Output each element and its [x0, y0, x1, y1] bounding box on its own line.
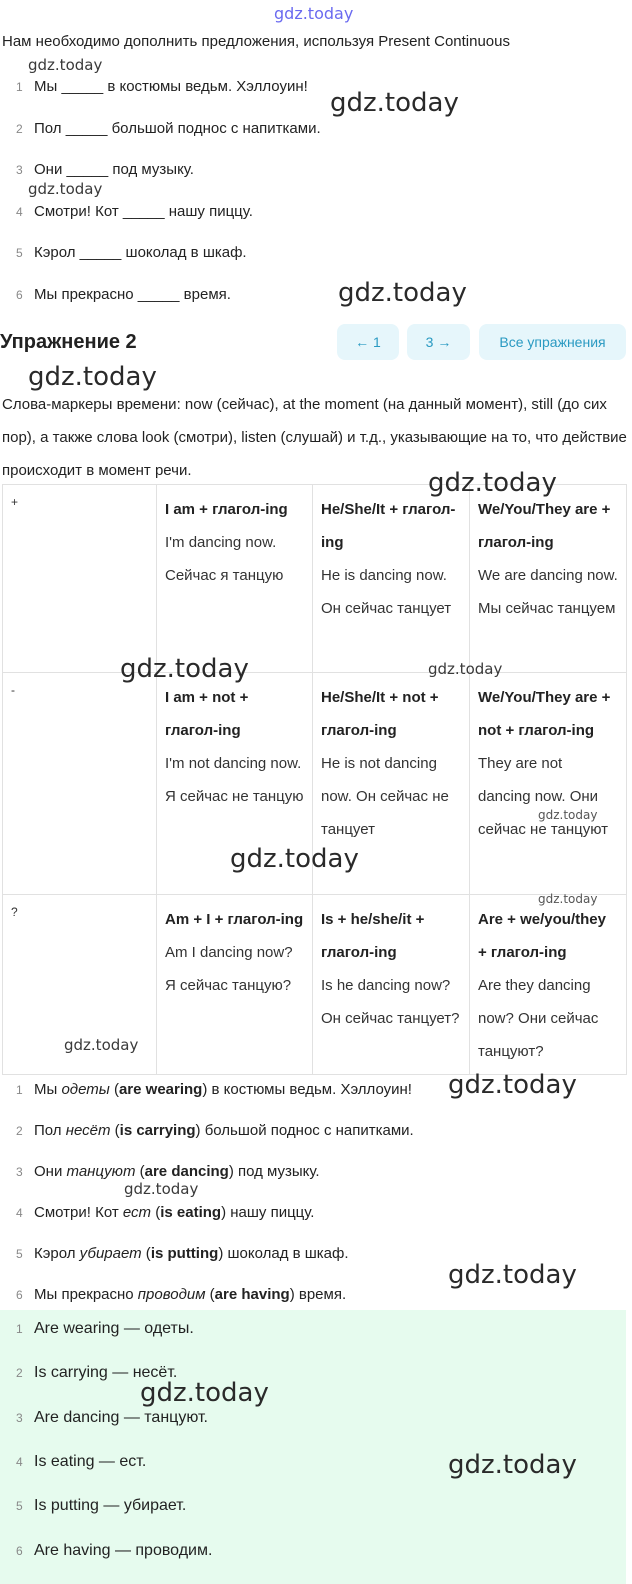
question-item: [16, 120, 321, 137]
watermark: gdz.today: [28, 56, 103, 74]
answer-pre: Пол: [34, 1122, 66, 1139]
answer-mid: (: [205, 1286, 215, 1303]
question-item: [16, 78, 308, 95]
answer-number: 3: [16, 1165, 23, 1179]
watermark: gdz.today: [538, 808, 598, 822]
cell-example: Are they dancing now? Они сейчас танцуют?: [478, 977, 599, 1060]
short-answer-text: Is putting — убирает.: [34, 1497, 187, 1514]
short-answer-text: Is carrying — несёт.: [34, 1364, 178, 1381]
watermark: gdz.today: [428, 468, 557, 498]
answer-number: 1: [16, 1083, 23, 1097]
answer-item: [16, 1204, 314, 1221]
table-cell: [157, 895, 313, 1075]
question-item: [16, 203, 253, 220]
watermark: gdz.today: [538, 892, 598, 906]
question-text: Смотри! Кот _____ нашу пиццу.: [34, 203, 253, 220]
table-cell: [313, 895, 470, 1075]
cell-heading: Are + we/you/they + глагол-ing: [478, 911, 606, 961]
table-sign: ?: [3, 895, 157, 1075]
cell-example: Is he dancing now? Он сейчас танцует?: [321, 977, 460, 1027]
cell-heading: We/You/They are + not + глагол-ing: [478, 689, 611, 739]
short-answer-item: [16, 1320, 194, 1338]
answer-ru: убирает: [79, 1245, 142, 1262]
watermark: gdz.today: [448, 1260, 577, 1290]
all-exercises-button[interactable]: Все упражнения: [479, 324, 626, 360]
intro-text: Нам необходимо дополнить предложения, используя Present Continuous: [2, 33, 510, 50]
short-answer-text: Are having — проводим.: [34, 1542, 213, 1559]
cell-heading: I am + глагол-ing: [165, 501, 288, 518]
answer-en: are dancing: [144, 1163, 229, 1180]
answer-number: 5: [16, 1247, 23, 1261]
answer-ru: проводим: [137, 1286, 206, 1303]
cell-example: He is not dancing now. Он сейчас не танцует: [321, 755, 449, 838]
short-answer-text: Are wearing — одеты.: [34, 1320, 194, 1337]
table-cell: [313, 485, 470, 673]
question-number: 6: [16, 288, 23, 302]
answer-mid: (: [141, 1245, 151, 1262]
question-number: 5: [16, 246, 23, 260]
answer-item: [16, 1081, 412, 1098]
grammar-table: [2, 484, 627, 1075]
answer-ru: ест: [122, 1204, 152, 1221]
question-item: [16, 244, 247, 261]
cell-example: I'm dancing now. Сейчас я танцую: [165, 534, 284, 584]
cell-heading: We/You/They are + глагол-ing: [478, 501, 611, 551]
table-sign: +: [3, 485, 157, 673]
answer-pre: Мы: [34, 1081, 62, 1098]
watermark: gdz.today: [120, 654, 249, 684]
answer-mid: (: [135, 1163, 145, 1180]
cell-example: I'm not dancing now. Я сейчас не танцую: [165, 755, 304, 805]
question-number: 3: [16, 163, 23, 177]
markers-paragraph: Слова-маркеры времени: now (сейчас), at the moment (на данный момент), still (до сих пор), а также слова look (смотри), listen (слушай) и т.д., указывающие на то, что действие происходит в момент речи.: [2, 396, 627, 479]
answer-ru: танцуют: [66, 1163, 136, 1180]
prev-exercise-button[interactable]: ← 1: [337, 324, 399, 360]
answer-item: [16, 1163, 320, 1180]
cell-heading: He/She/It + not + глагол-ing: [321, 689, 439, 739]
cell-example: He is dancing now. Он сейчас танцует: [321, 567, 452, 617]
short-answer-item: [16, 1542, 212, 1560]
answer-post: ) время.: [289, 1286, 347, 1303]
short-answer-text: Are dancing — танцуют.: [34, 1409, 208, 1426]
exercise-title: Упражнение 2: [0, 331, 137, 353]
answer-number: 4: [16, 1206, 23, 1220]
answer-en: is carrying: [119, 1122, 196, 1139]
answer-en: is eating: [160, 1204, 222, 1221]
short-answer-number: 4: [16, 1455, 23, 1469]
question-number: 1: [16, 80, 23, 94]
watermark: gdz.today: [338, 278, 467, 308]
answer-en: are having: [214, 1286, 290, 1303]
answer-pre: Мы прекрасно: [34, 1286, 138, 1303]
answer-post: ) в костюмы ведьм. Хэллоуин!: [202, 1081, 412, 1098]
question-number: 2: [16, 122, 23, 136]
short-answer-number: 3: [16, 1411, 23, 1425]
cell-example: Am I dancing now? Я сейчас танцую?: [165, 944, 293, 994]
next-exercise-button[interactable]: 3 →: [407, 324, 470, 360]
answer-ru: одеты: [61, 1081, 110, 1098]
question-text: Они _____ под музыку.: [34, 161, 194, 178]
question-item: [16, 161, 194, 178]
cell-heading: Is + he/she/it + глагол-ing: [321, 911, 425, 961]
cell-heading: I am + not + глагол-ing: [165, 689, 249, 739]
short-answer-text: Is eating — ест.: [34, 1453, 147, 1470]
answer-mid: (: [109, 1081, 119, 1098]
answer-item: [16, 1286, 346, 1303]
watermark: gdz.today: [448, 1450, 577, 1480]
short-answer-item: [16, 1497, 186, 1515]
question-text: Пол _____ большой поднос с напитками.: [34, 120, 321, 137]
answer-item: [16, 1122, 414, 1139]
watermark: gdz.today: [428, 660, 503, 678]
table-row: [3, 485, 627, 673]
top-watermark: gdz.today: [274, 4, 354, 23]
short-answer-item: [16, 1453, 146, 1471]
answer-mid: (: [110, 1122, 120, 1139]
answer-post: ) большой поднос с напитками.: [195, 1122, 414, 1139]
watermark: gdz.today: [330, 88, 459, 118]
watermark: gdz.today: [28, 362, 157, 392]
watermark: gdz.today: [28, 180, 103, 198]
cell-heading: He/She/It + глагол-ing: [321, 501, 456, 551]
question-number: 4: [16, 205, 23, 219]
answer-pre: Кэрол: [34, 1245, 80, 1262]
question-text: Кэрол _____ шоколад в шкаф.: [34, 244, 247, 261]
cell-example: We are dancing now. Мы сейчас танцуем: [478, 567, 618, 617]
watermark: gdz.today: [230, 844, 359, 874]
answer-en: is putting: [150, 1245, 219, 1262]
answer-pre: Они: [34, 1163, 67, 1180]
watermark: gdz.today: [124, 1180, 199, 1198]
table-cell: [470, 895, 627, 1075]
short-answer-number: 2: [16, 1366, 23, 1380]
cell-heading: Am + I + глагол-ing: [165, 911, 304, 928]
answer-number: 6: [16, 1288, 23, 1302]
answer-post: ) нашу пиццу.: [221, 1204, 315, 1221]
short-answer-number: 6: [16, 1544, 23, 1558]
short-answer-number: 1: [16, 1322, 23, 1336]
short-answer-number: 5: [16, 1499, 23, 1513]
short-answer-item: [16, 1409, 208, 1427]
watermark: gdz.today: [448, 1070, 577, 1100]
table-sign: -: [3, 673, 157, 895]
watermark: gdz.today: [140, 1378, 269, 1408]
answer-en: are wearing: [118, 1081, 203, 1098]
watermark: gdz.today: [64, 1036, 139, 1054]
cell-example: They are not dancing now. Они сейчас не танцуют: [478, 755, 609, 838]
answer-pre: Смотри! Кот: [34, 1204, 123, 1221]
answer-post: ) под музыку.: [228, 1163, 320, 1180]
question-text: Мы _____ в костюмы ведьм. Хэллоуин!: [34, 78, 308, 95]
answer-ru: несёт: [65, 1122, 111, 1139]
answer-post: ) шоколад в шкаф.: [218, 1245, 349, 1262]
table-cell: [157, 485, 313, 673]
answer-item: [16, 1245, 349, 1262]
question-text: Мы прекрасно _____ время.: [34, 286, 231, 303]
table-cell: [470, 673, 627, 895]
answer-number: 2: [16, 1124, 23, 1138]
question-item: [16, 286, 231, 303]
answer-mid: (: [151, 1204, 161, 1221]
table-cell: [470, 485, 627, 673]
